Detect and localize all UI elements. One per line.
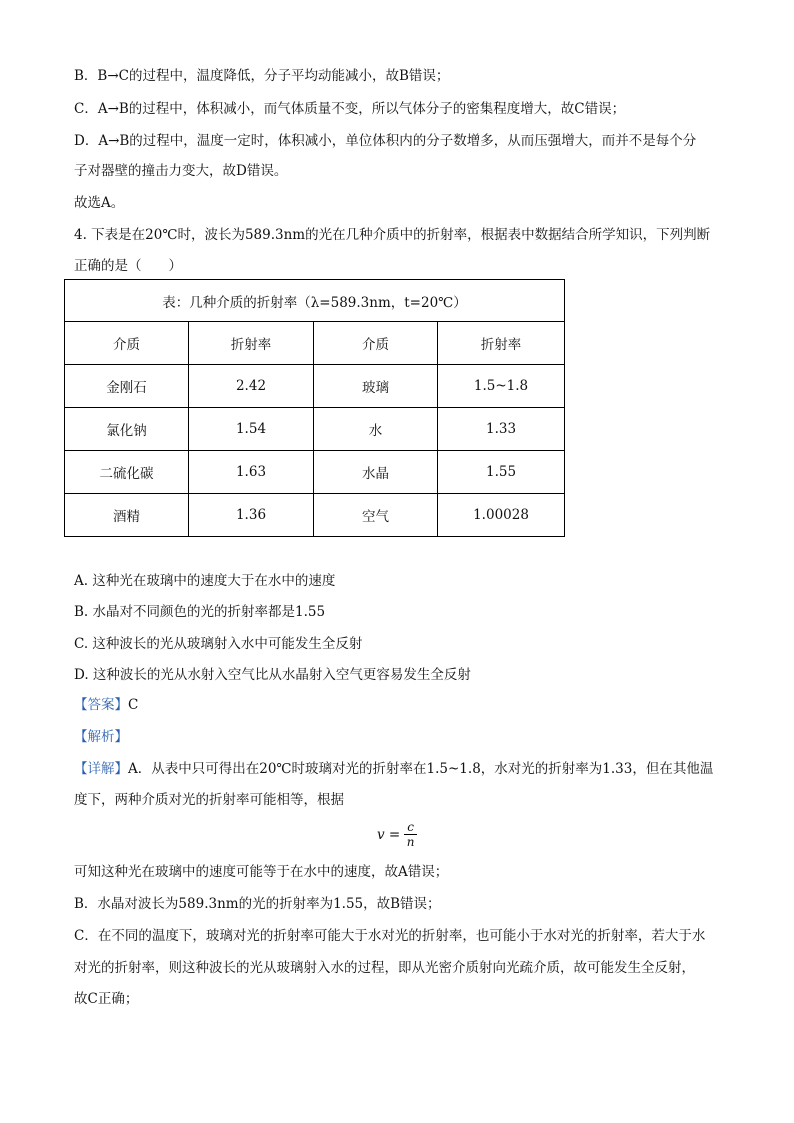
analysis-label: 【解析】 (74, 729, 128, 745)
detail-c-1: C．在不同的温度下，玻璃对光的折射率可能大于水对光的折射率，也可能小于水对光的折射率，若大于水 (74, 928, 706, 944)
detail-b: B．水晶对波长为589.3nm的光的折射率为1.55，故B错误； (74, 896, 441, 912)
detail-text: A．从表中只可得出在20℃时玻璃对光的折射率在1.5~1.8，水对光的折射率为1.33，但在其他温 (128, 761, 714, 777)
table-cell: 2.42 (189, 365, 314, 408)
solution-line-d-cont: 子对器壁的撞击力变大，故D错误。 (74, 163, 288, 179)
table-cell: 1.63 (189, 451, 314, 494)
table-row (65, 365, 565, 408)
answer-value: C (128, 697, 139, 713)
table-row (65, 408, 565, 451)
table-caption: 表：几种介质的折射率（λ=589.3nm，t=20℃） (65, 280, 565, 322)
table-header-row (65, 322, 565, 365)
refractive-index-table (64, 279, 565, 537)
table-cell: 1.36 (189, 494, 314, 537)
option-b: B. 水晶对不同颜色的光的折射率都是1.55 (74, 604, 326, 620)
answer-label: 【答案】 (74, 697, 128, 713)
table-cell: 1.5~1.8 (438, 365, 565, 408)
table-cell: 空气 (314, 494, 438, 537)
formula-fraction (404, 820, 417, 849)
detail-conclusion-a: 可知这种光在玻璃中的速度可能等于在水中的速度，故A错误； (74, 864, 449, 880)
option-c: C. 这种波长的光从玻璃射入水中可能发生全反射 (74, 636, 363, 652)
table-row (65, 451, 565, 494)
velocity-formula (377, 820, 417, 849)
question-4-stem: 4. 下表是在20℃时，波长为589.3nm的光在几种介质中的折射率，根据表中数据结合所学知识，下列判断 (74, 227, 711, 243)
detail-line-2: 度下，两种介质对光的折射率可能相等，根据 (74, 792, 344, 808)
header-cell: 折射率 (438, 322, 565, 365)
answer-line (74, 695, 138, 715)
solution-line-b: B．B→C的过程中，温度降低，分子平均动能减小，故B错误； (74, 68, 450, 84)
header-cell: 介质 (314, 322, 438, 365)
table-row (65, 494, 565, 537)
table-cell: 玻璃 (314, 365, 438, 408)
table-cell: 1.33 (438, 408, 565, 451)
table-cell: 1.00028 (438, 494, 565, 537)
table-cell: 氯化钠 (65, 408, 189, 451)
solution-line-c: C．A→B的过程中，体积减小，而气体质量不变，所以气体分子的密集程度增大，故C错误； (74, 101, 626, 117)
detail-c-3: 故C正确； (74, 991, 139, 1007)
option-a: A. 这种光在玻璃中的速度大于在水中的速度 (74, 573, 336, 589)
header-cell: 折射率 (189, 322, 314, 365)
table-cell: 二硫化碳 (65, 451, 189, 494)
formula-lhs: v = (377, 826, 401, 843)
question-4-stem-cont: 正确的是（ ） (74, 258, 182, 274)
table-cell: 酒精 (65, 494, 189, 537)
choice-summary: 故选A。 (74, 195, 125, 211)
detail-line-1 (74, 759, 713, 779)
detail-c-2: 对光的折射率，则这种波长的光从玻璃射入水的过程，即从光密介质射向光疏介质，故可能发生全反射， (74, 960, 695, 976)
table-cell: 1.54 (189, 408, 314, 451)
formula-denominator: n (406, 835, 415, 849)
formula-numerator: c (404, 820, 417, 835)
detail-label: 【详解】 (74, 761, 128, 777)
table-cell: 1.55 (438, 451, 565, 494)
table-cell: 水 (314, 408, 438, 451)
header-cell: 介质 (65, 322, 189, 365)
solution-line-d: D．A→B的过程中，温度一定时，体积减小，单位体积内的分子数增多，从而压强增大，而并不是每个分 (74, 133, 697, 149)
table-cell: 水晶 (314, 451, 438, 494)
table-cell: 金刚石 (65, 365, 189, 408)
option-d: D. 这种波长的光从水射入空气比从水晶射入空气更容易发生全反射 (74, 667, 471, 683)
